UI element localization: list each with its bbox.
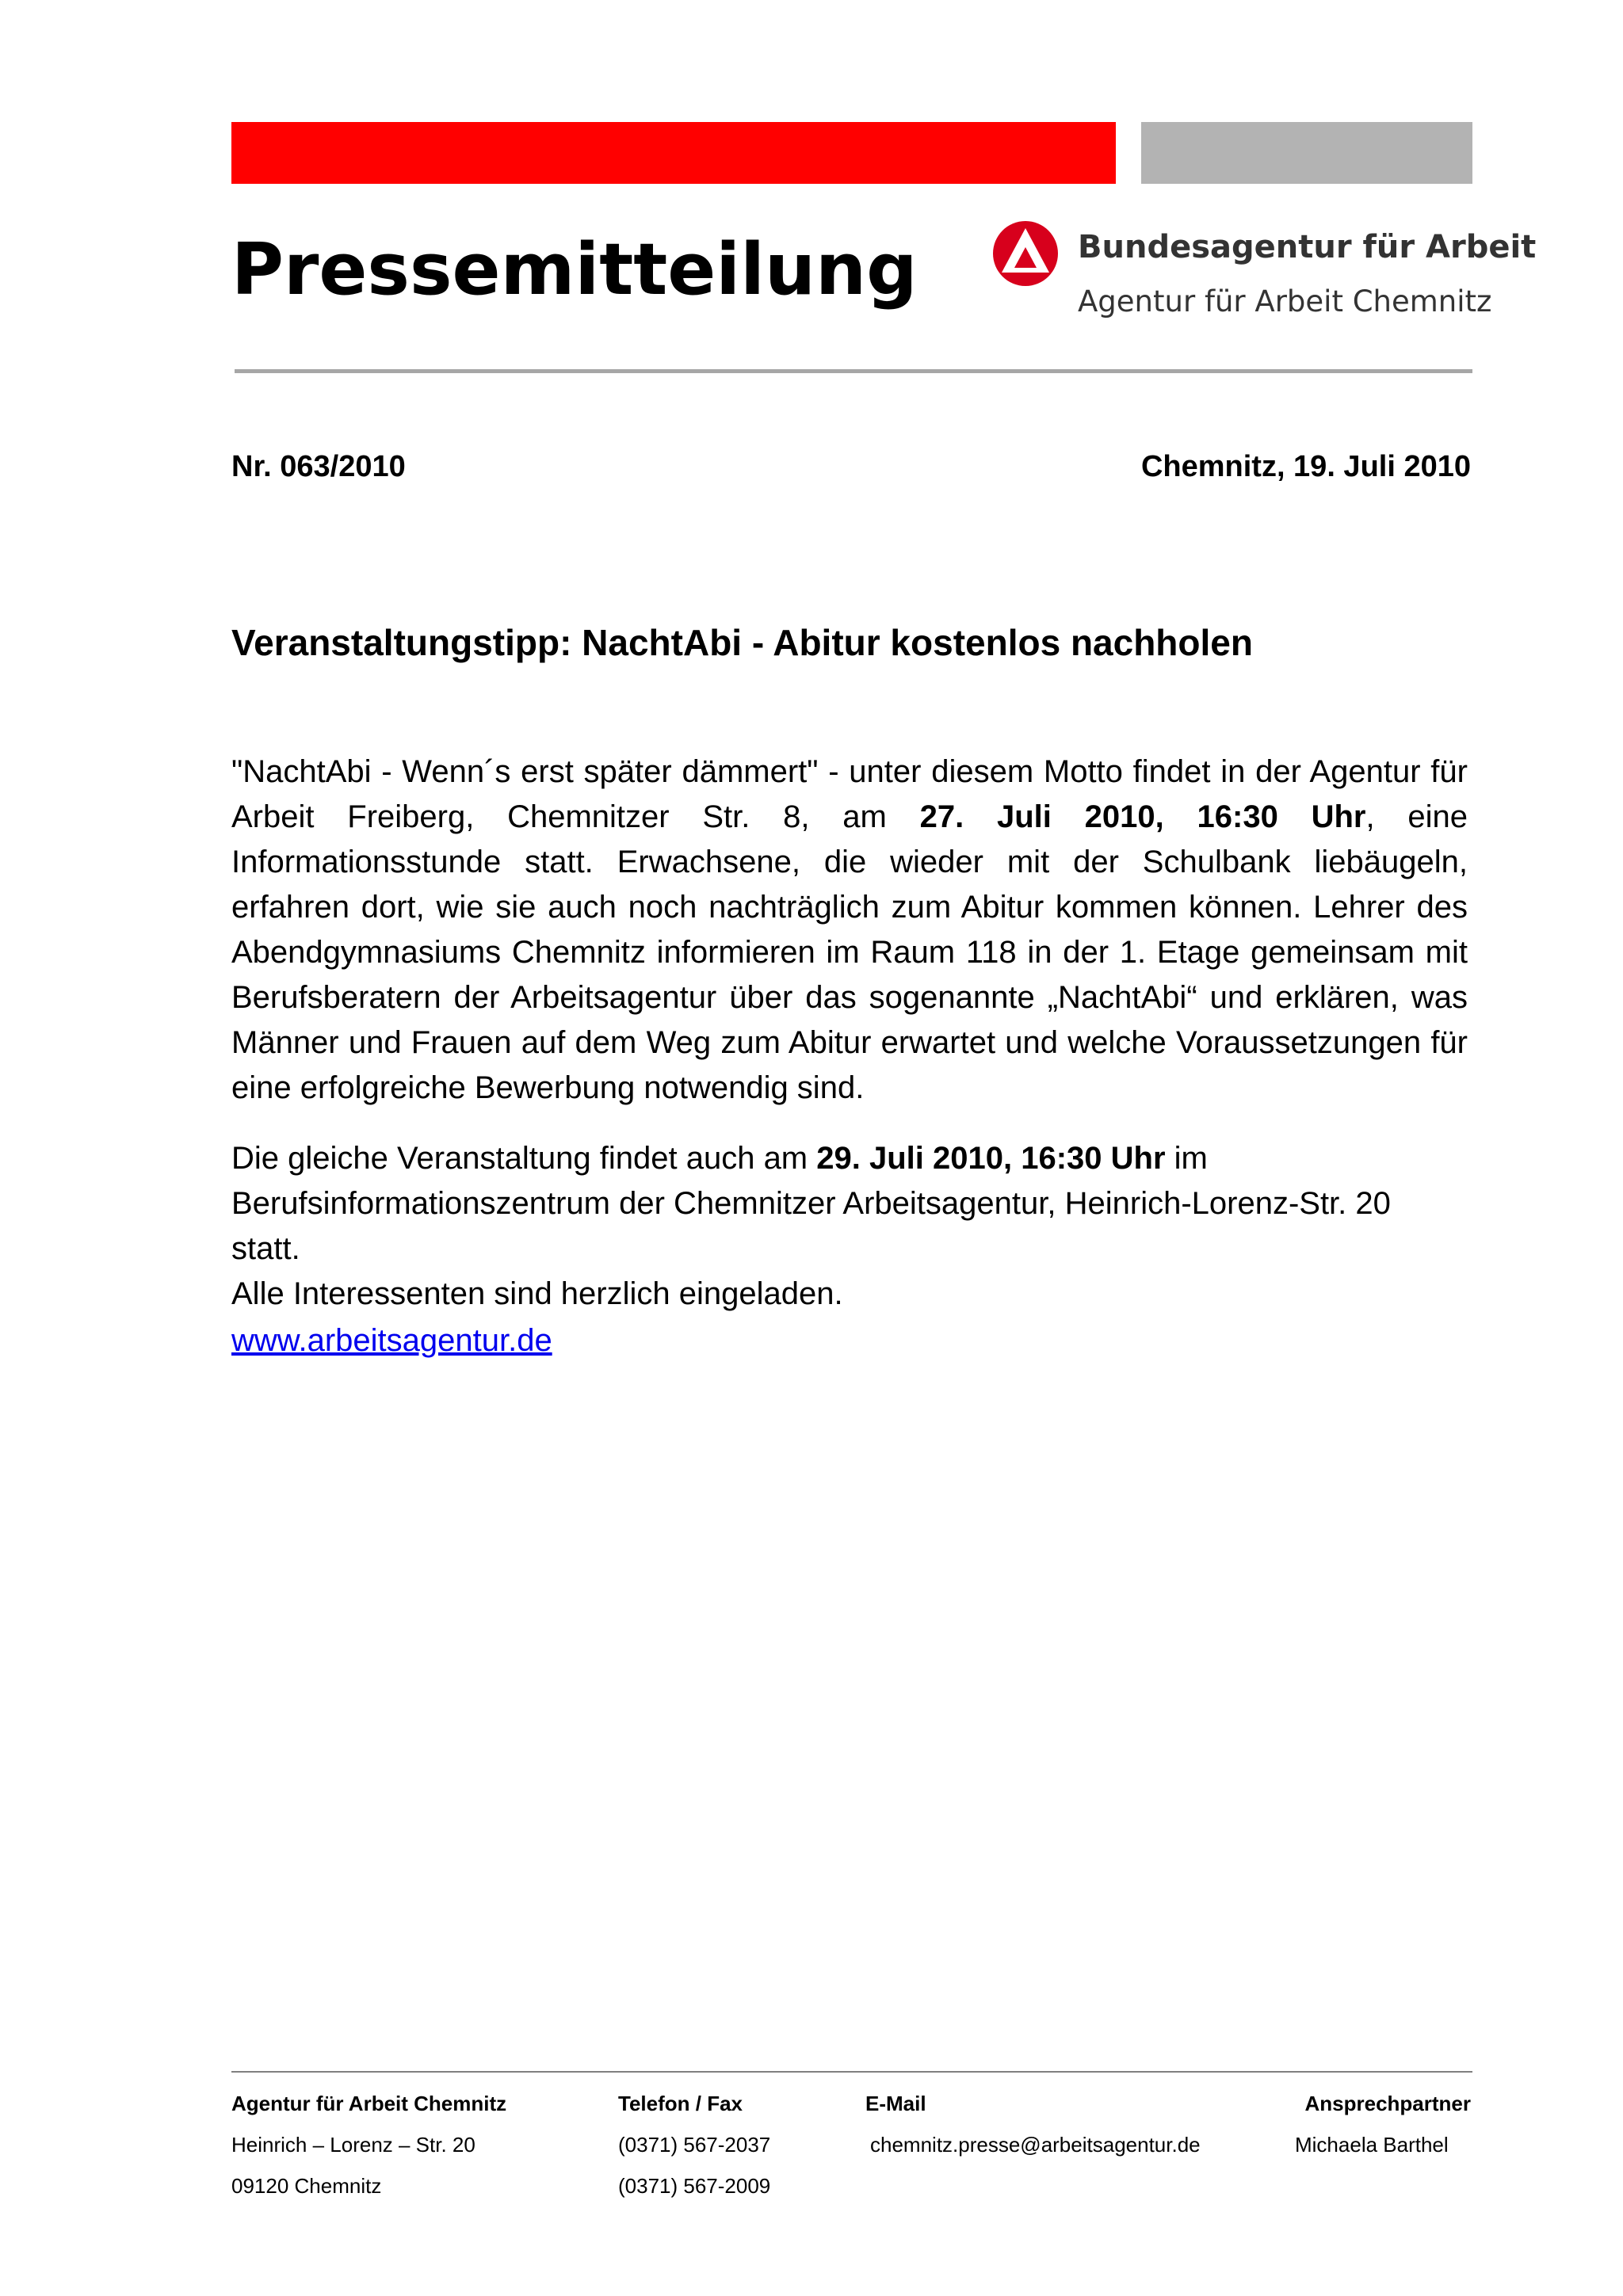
logo-org-subname: Agentur für Arbeit Chemnitz — [1078, 284, 1492, 318]
release-number: Nr. 063/2010 — [231, 450, 406, 483]
footer-street: Heinrich – Lorenz – Str. 20 — [231, 2133, 475, 2157]
p2-text-b: im Berufsinformationszentrum der Chemnitzer Arbeitsagentur, Heinrich-Lorenz-Str. 20 statt. — [231, 1141, 1391, 1266]
footer-contact-heading: Ansprechpartner — [1304, 2092, 1471, 2115]
p1-event-date: 27. Juli 2010, 16:30 Uhr — [919, 799, 1366, 834]
body-paragraph-2 — [231, 1136, 1468, 1317]
website-link[interactable]: www.arbeitsagentur.de — [231, 1323, 552, 1358]
document-type-title: Pressemitteilung — [231, 228, 918, 311]
footer-phone-heading: Telefon / Fax — [618, 2092, 743, 2115]
footer-email-heading: E-Mail — [865, 2092, 926, 2115]
footer-phone: (0371) 567-2037 — [618, 2133, 771, 2157]
headline: Veranstaltungstipp: NachtAbi - Abitur kostenlos nachholen — [231, 622, 1253, 663]
body-paragraph-1 — [231, 749, 1468, 1111]
footer-email: chemnitz.presse@arbeitsagentur.de — [870, 2133, 1201, 2157]
header-red-bar — [231, 122, 1116, 184]
place-date: Chemnitz, 19. Juli 2010 — [1140, 450, 1471, 483]
footer-agency-heading: Agentur für Arbeit Chemnitz — [231, 2092, 507, 2115]
header-grey-bar — [1141, 122, 1472, 184]
footer-contact-person: Michaela Barthel — [1295, 2133, 1449, 2157]
p2-event-date: 29. Juli 2010, 16:30 Uhr — [816, 1141, 1166, 1176]
footer-divider — [231, 2071, 1472, 2073]
footer-fax: (0371) 567-2009 — [618, 2174, 771, 2198]
logo-org-name: Bundesagentur für Arbeit — [1078, 229, 1537, 265]
p2-text-a: Die gleiche Veranstaltung findet auch am — [231, 1141, 817, 1176]
footer-city: 09120 Chemnitz — [231, 2174, 382, 2198]
p1-text-a: "NachtAbi - Wenn´s erst später dämmert" - unter diesem Motto findet in der Agentur für Arbeit Freiberg, Chemnitzer Str. 8, am — [231, 754, 1468, 834]
header-divider — [235, 369, 1472, 373]
p1-text-b: , eine Informationsstunde statt. Erwachsene, die wieder mit der Schulbank liebäugeln, erfahren dort, wie sie auch noch nachträglich zum Abitur kommen können. Lehrer des Abendgymnasiums Chemnitz informieren im Raum 118 in der 1. Etage gemeinsam mit Berufsberatern der Arbeitsagentur über das sogenannte „NachtAbi“ und erklären, was Männer und Frauen auf dem Weg zum Abitur erwartet und welche Voraussetzungen für eine erfolgreiche Bewerbung notwendig sind. — [231, 799, 1468, 1105]
ba-logo-icon — [992, 220, 1059, 287]
p2-invitation: Alle Interessenten sind herzlich eingeladen. — [231, 1276, 843, 1311]
